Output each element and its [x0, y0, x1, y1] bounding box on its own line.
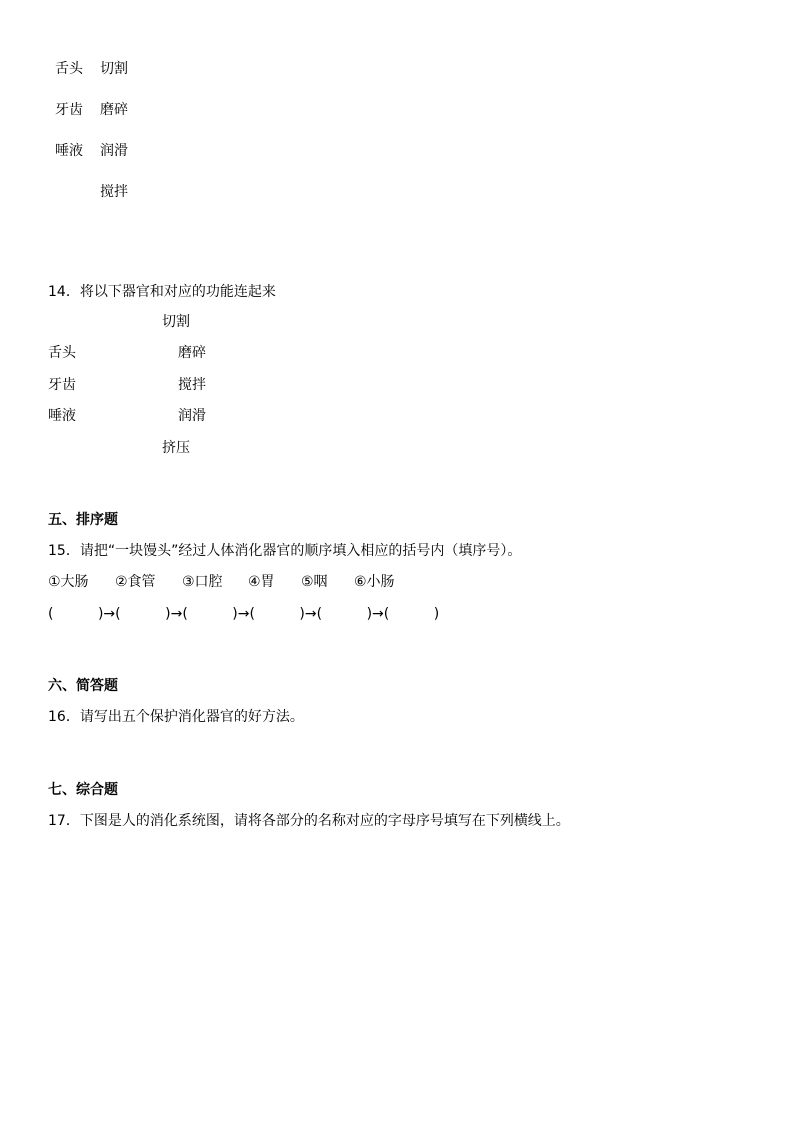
q14-left-organ-tongue: 舌头	[48, 345, 76, 361]
q13-left-organ-tongue: 舌头	[55, 61, 83, 77]
q14-left-organ-teeth: 牙齿	[48, 377, 76, 393]
section6-heading: 六、简答题	[48, 678, 118, 694]
q17-prompt: 17．下图是人的消化系统图，请将各部分的名称对应的字母序号填写在下列横线上。	[48, 813, 570, 829]
section5-heading: 五、排序题	[48, 512, 118, 528]
q14-left-organ-saliva: 唾液	[48, 408, 76, 424]
q15-answer-sequence[interactable]: ( )→( )→( )→( )→( )→( )	[48, 606, 440, 622]
q15-option-small-intestine: ⑥小肠	[354, 574, 395, 590]
q14-right-function-cut: 切割	[162, 314, 190, 330]
q14-right-function-grind: 磨碎	[178, 345, 206, 361]
q15-option-mouth: ③口腔	[182, 574, 223, 590]
q15-option-pharynx: ⑤咽	[301, 574, 328, 590]
q13-left-organ-saliva: 唾液	[55, 143, 83, 159]
q13-right-function-lubricate: 润滑	[100, 143, 128, 159]
q15-option-large-intestine: ①大肠	[48, 574, 89, 590]
section7-heading: 七、综合题	[48, 782, 118, 798]
q14-right-function-stir: 搅拌	[178, 377, 206, 393]
q13-right-function-grind: 磨碎	[100, 102, 128, 118]
q14-right-function-lubricate: 润滑	[178, 408, 206, 424]
q13-left-organ-teeth: 牙齿	[55, 102, 83, 118]
q15-option-stomach: ④胃	[248, 574, 275, 590]
q15-option-esophagus: ②食管	[115, 574, 156, 590]
q13-right-function-stir: 搅拌	[100, 184, 128, 200]
q14-right-function-squeeze: 挤压	[162, 440, 190, 456]
q14-prompt: 14．将以下器官和对应的功能连起来	[48, 284, 276, 300]
q13-right-function-cut: 切割	[100, 61, 128, 77]
q15-prompt: 15．请把“一块馒头”经过人体消化器官的顺序填入相应的括号内（填序号）。	[48, 543, 522, 559]
q16-prompt: 16．请写出五个保护消化器官的好方法。	[48, 709, 304, 725]
